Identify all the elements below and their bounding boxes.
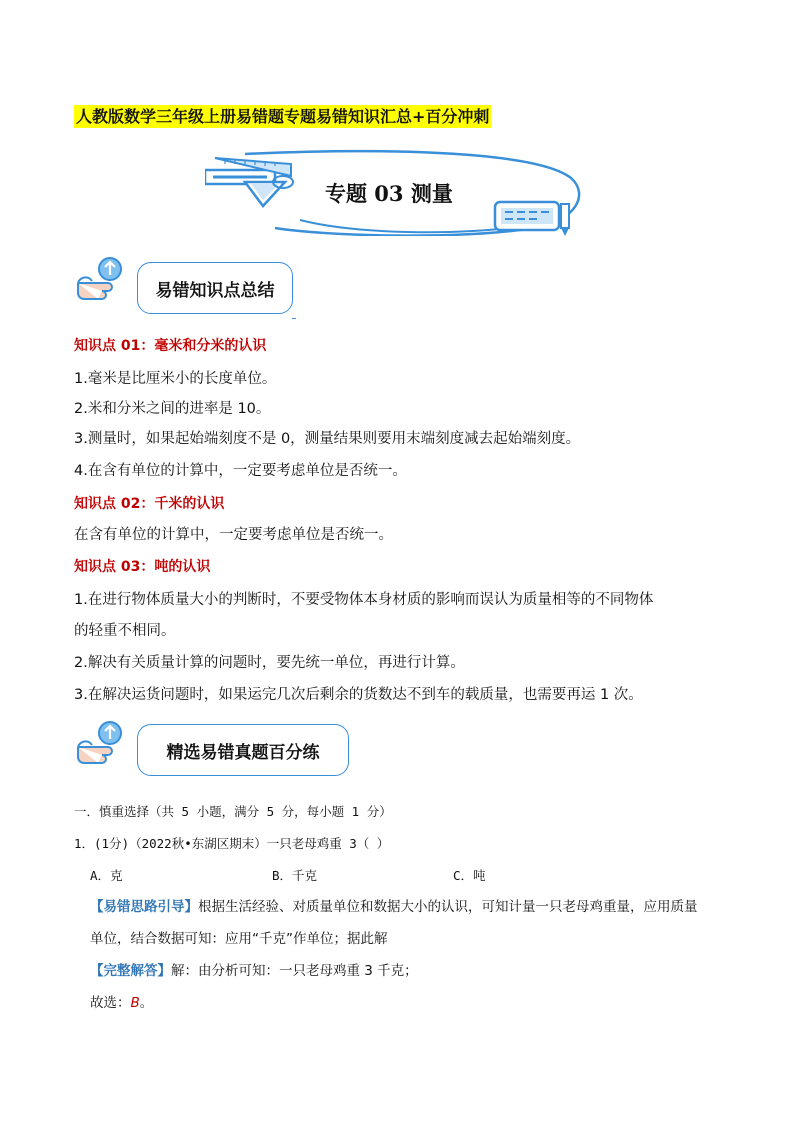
kp3-line: 的轻重不相同。	[74, 623, 176, 639]
kp3-line: 3.在解决运货问题时，如果运完几次后剩余的货数达不到车的载质量，也需要再运 1 次。	[74, 687, 643, 703]
guide-text: 根据生活经验、对质量单位和数据大小的认识，可知计量一只老母鸡重量，应用质量	[198, 899, 698, 915]
kp1-line: 4.在含有单位的计算中，一定要考虑单位是否统一。	[74, 463, 407, 479]
choose-prefix: 故选：	[90, 995, 131, 1011]
guide-text-cont: 单位，结合数据可知：应用“千克”作单位；据此解	[90, 931, 388, 947]
kp2-line: 在含有单位的计算中，一定要考虑单位是否统一。	[74, 527, 393, 543]
choice-a: A．克	[90, 868, 123, 883]
choice-b: B．千克	[272, 868, 318, 883]
answer-text: 解：由分析可知：一只老母鸡重 3 千克；	[171, 963, 418, 979]
section-label-box	[137, 724, 349, 776]
choose-value: B	[130, 995, 140, 1011]
kp3-line: 1.在进行物体质量大小的判断时，不要受物体本身材质的影响而误认为质量相等的不同物体	[74, 592, 654, 608]
kp1-line: 1.毫米是比厘米小的长度单位。	[74, 371, 277, 387]
calendar-pencil-icon	[495, 202, 569, 236]
choice-c: C．吨	[453, 868, 486, 883]
answer-tag: 【完整解答】	[90, 963, 171, 979]
section-divider	[292, 318, 296, 319]
guide-tag: 【易错思路引导】	[90, 899, 198, 915]
kp2-title: 知识点 02：千米的认识	[74, 496, 225, 512]
kp1-line: 2.米和分米之间的进率是 10。	[74, 401, 271, 417]
answer-block	[90, 961, 418, 981]
kp1-line: 3.测量时，如果起始端刻度不是 0，测量结果则要用末端刻度减去起始端刻度。	[74, 431, 581, 447]
topic-title: 专题 03 测量	[325, 181, 453, 206]
question-stem: 1．(1分)（2022秋•东湖区期末）一只老母鸡重 3（ ）	[74, 836, 390, 851]
choose-line	[90, 993, 153, 1013]
ruler-icon	[205, 158, 293, 206]
section-label-box	[137, 262, 293, 314]
part-heading: 一．慎重选择（共 5 小题，满分 5 分，每小题 1 分）	[74, 804, 392, 819]
choose-suffix: 。	[139, 995, 154, 1011]
hand-pointer-icon	[74, 719, 134, 771]
guide-block	[90, 897, 698, 917]
section-label: 易错知识点总结	[155, 280, 275, 301]
kp3-title: 知识点 03：吨的认识	[74, 559, 211, 575]
section-label: 精选易错真题百分练	[166, 742, 320, 763]
document-title: 人教版数学三年级上册易错题专题易错知识汇总+百分冲刺	[76, 107, 490, 126]
kp3-line: 2.解决有关质量计算的问题时，要先统一单位，再进行计算。	[74, 655, 465, 671]
hand-pointer-icon	[74, 255, 134, 307]
kp1-title: 知识点 01：毫米和分米的认识	[74, 338, 267, 354]
